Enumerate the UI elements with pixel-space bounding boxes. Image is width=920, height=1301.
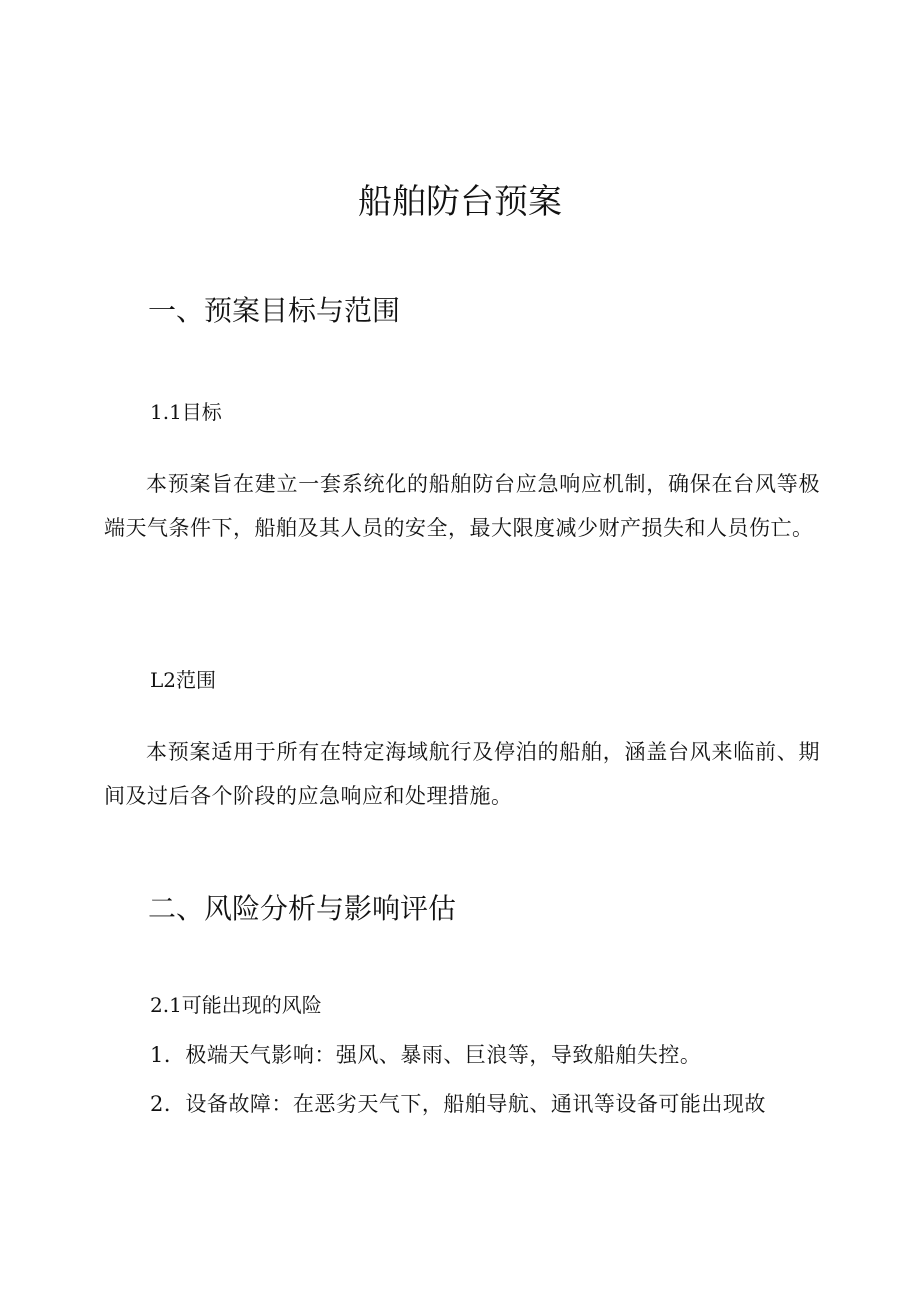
section-heading-2: 二、风险分析与影响评估 xyxy=(148,892,457,925)
list-item: 1．极端天气影响：强风、暴雨、巨浪等，导致船舶失控。 xyxy=(150,1043,702,1067)
document-title: 船舶防台预案 xyxy=(358,182,562,222)
subsection-heading-2-1: 2.1可能出现的风险 xyxy=(150,993,322,1017)
section-heading-1: 一、预案目标与范围 xyxy=(148,294,401,327)
subsection-heading-1-1: 1.1目标 xyxy=(150,400,222,424)
paragraph-scope: 本预案适用于所有在特定海域航行及停泊的船舶，涵盖台风来临前、期间及过后各个阶段的应急响应和处理措施。 xyxy=(104,740,820,808)
list-item: 2．设备故障：在恶劣天气下，船舶导航、通讯等设备可能出现故 xyxy=(150,1092,766,1116)
paragraph-objective: 本预案旨在建立一套系统化的船舶防台应急响应机制，确保在台风等极端天气条件下，船舶及其人员的安全，最大限度减少财产损失和人员伤亡。 xyxy=(104,472,820,540)
subsection-heading-1-2: L2范围 xyxy=(150,668,217,692)
